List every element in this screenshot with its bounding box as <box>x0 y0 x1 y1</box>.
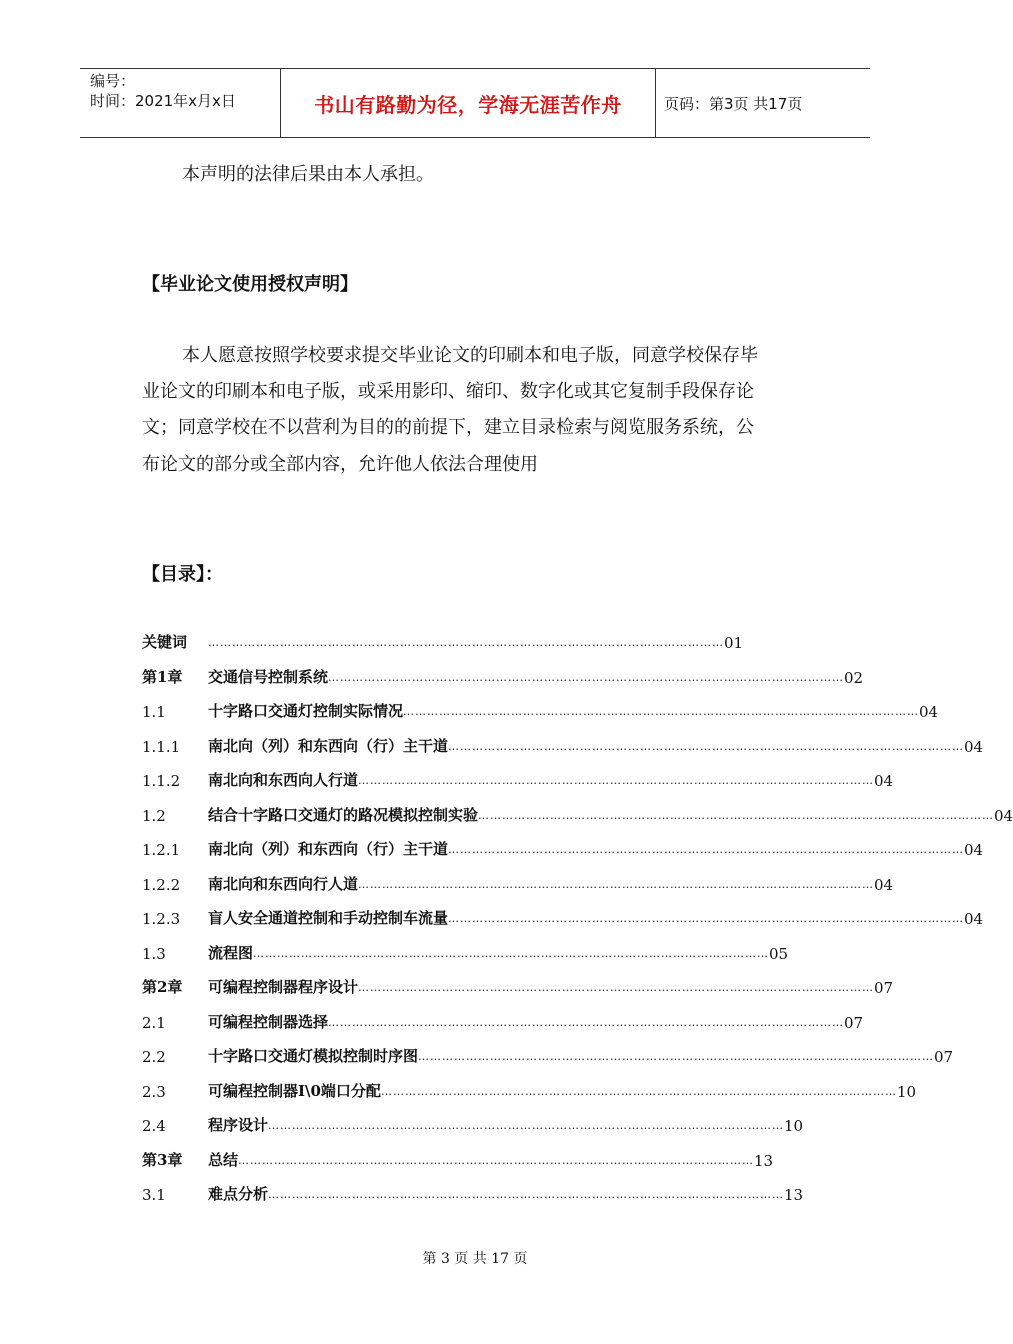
toc-entry-page: 04 <box>964 737 984 756</box>
toc-entry-number: 2.1 <box>142 1013 166 1032</box>
toc-entry-number: 1.1.2 <box>142 772 181 790</box>
toc-entry-title: 交通信号控制系统 <box>208 667 329 686</box>
toc-leader-dots: ………………………………………………………………………………………………………………… <box>253 946 770 960</box>
toc-entry[interactable] <box>142 665 864 687</box>
toc-entry-page: 04 <box>919 703 939 721</box>
authorization-heading: 【毕业论文使用授权声明】 <box>142 274 358 295</box>
toc-entry-page: 04 <box>964 841 984 859</box>
toc-entry[interactable] <box>142 975 894 997</box>
toc-entry-page: 13 <box>754 1151 774 1170</box>
toc-entry-title: 结合十字路口交通灯的路况模拟控制实验 <box>208 805 479 824</box>
toc-leader-dots: ………………………………………………………………………………………………………………… <box>478 808 995 822</box>
toc-entry[interactable] <box>142 1113 804 1135</box>
toc-entry[interactable] <box>142 630 744 652</box>
header-motto-cell <box>280 69 656 137</box>
toc-entry[interactable] <box>142 734 984 756</box>
toc-entry-title: 南北向和东西向行人道 <box>208 874 359 893</box>
toc-entry-page: 02 <box>844 668 864 687</box>
toc-leader-dots: ………………………………………………………………………………………………………………… <box>328 1015 845 1029</box>
toc-leader-dots: ………………………………………………………………………………………………………………… <box>358 877 875 891</box>
toc-entry-page: 01 <box>724 634 744 652</box>
toc-entry-number: 1.2 <box>142 806 166 825</box>
page-header <box>80 68 870 138</box>
auth-paragraph-line-4: 布论文的部分或全部内容，允许他人依法合理使用 <box>142 454 538 475</box>
toc-heading: 【目录】： <box>142 564 223 585</box>
toc-entry-page: 04 <box>964 910 984 928</box>
toc-leader-dots: ………………………………………………………………………………………………………………… <box>403 705 920 718</box>
header-page-label: 页码：第3页 共17页 <box>664 94 803 113</box>
toc-entry-number: 关键词 <box>142 633 188 651</box>
toc-entry-number: 2.2 <box>142 1048 166 1066</box>
toc-entry-number: 2.4 <box>142 1117 166 1135</box>
toc-entry[interactable] <box>142 941 789 963</box>
toc-entry[interactable] <box>142 768 894 790</box>
toc-entry-title: 难点分析 <box>208 1185 269 1203</box>
toc-entry[interactable] <box>142 699 939 721</box>
toc-entry-title: 南北向（列）和东西向（行）主干道 <box>208 840 449 858</box>
toc-entry-title: 盲人安全通道控制和手动控制车流量 <box>208 909 449 927</box>
toc-entry-page: 10 <box>784 1117 804 1135</box>
toc-leader-dots: ………………………………………………………………………………………………………………… <box>418 1050 935 1063</box>
page-footer: 第 3 页 共 17 页 <box>422 1251 528 1267</box>
header-page-cell <box>654 69 870 137</box>
toc-entry-title: 可编程控制器程序设计 <box>208 978 359 996</box>
auth-paragraph-line-2: 业论文的印刷本和电子版，或采用影印、缩印、数字化或其它复制手段保存论 <box>142 381 754 402</box>
toc-entry[interactable] <box>142 906 984 928</box>
toc-entry-page: 13 <box>784 1186 804 1204</box>
toc-entry[interactable] <box>142 1079 917 1101</box>
toc-entry-title: 程序设计 <box>208 1116 269 1134</box>
toc-entry-number: 第1章 <box>142 667 183 686</box>
toc-leader-dots: ………………………………………………………………………………………………………………… <box>448 739 965 753</box>
toc-entry-page: 07 <box>844 1013 864 1032</box>
auth-paragraph-line-1: 本人愿意按照学校要求提交毕业论文的印刷本和电子版，同意学校保存毕 <box>182 345 758 366</box>
toc-entry[interactable] <box>142 872 894 894</box>
toc-entry-number: 1.1 <box>142 703 166 721</box>
toc-entry-number: 1.2.1 <box>142 841 181 859</box>
toc-leader-dots: ………………………………………………………………………………………………………………… <box>358 981 875 994</box>
toc-entry-page: 07 <box>874 979 894 997</box>
toc-entry-title: 南北向和东西向人行道 <box>208 771 359 789</box>
auth-paragraph-line-3: 文；同意学校在不以营利为目的的前提下，建立目录检索与阅览服务系统，公 <box>142 417 754 438</box>
toc-entry-number: 1.1.1 <box>142 737 181 756</box>
header-meta <box>80 69 280 137</box>
toc-entry-page: 10 <box>896 1082 917 1101</box>
toc-entry-title: 十字路口交通灯控制实际情况 <box>208 702 404 720</box>
toc-entry[interactable] <box>142 1182 804 1204</box>
document-number-label: 编号： <box>90 72 136 90</box>
toc-leader-dots: ………………………………………………………………………………………………………………… <box>328 670 845 684</box>
toc-entry-number: 第3章 <box>142 1150 183 1169</box>
toc-entry-page: 04 <box>874 875 894 894</box>
toc-leader-dots: ………………………………………………………………………………………………………………… <box>208 636 724 649</box>
toc-leader-dots: ………………………………………………………………………………………………………………… <box>448 912 965 925</box>
toc-entry-number: 2.3 <box>142 1082 166 1101</box>
toc-entry-page: 05 <box>769 944 789 963</box>
toc-entry-title: 总结 <box>208 1150 239 1169</box>
toc-leader-dots: ………………………………………………………………………………………………………………… <box>268 1188 785 1201</box>
toc-entry[interactable] <box>142 837 984 859</box>
toc-entry[interactable] <box>142 803 1013 825</box>
toc-entry[interactable] <box>142 1148 774 1170</box>
toc-entry-number: 3.1 <box>142 1186 166 1204</box>
toc-entry-title: 可编程控制器选择 <box>208 1012 329 1031</box>
toc-entry-title: 南北向（列）和东西向（行）主干道 <box>208 736 449 755</box>
toc-entry-page: 04 <box>994 806 1013 825</box>
statement-line: 本声明的法律后果由本人承担。 <box>182 164 434 185</box>
toc-leader-dots: ………………………………………………………………………………………………………………… <box>358 774 875 787</box>
toc-entry-page: 04 <box>874 772 894 790</box>
toc-entry-title: 流程图 <box>208 943 254 962</box>
toc-entry-page: 07 <box>934 1048 954 1066</box>
document-date-label: 时间：2021年x月x日 <box>90 92 236 110</box>
toc-leader-dots: ………………………………………………………………………………………………………………… <box>238 1153 755 1167</box>
toc-entry[interactable] <box>142 1044 954 1066</box>
toc-leader-dots: ………………………………………………………………………………………………………………… <box>448 843 965 856</box>
toc-entry[interactable] <box>142 1010 864 1032</box>
toc-entry-title: 十字路口交通灯模拟控制时序图 <box>208 1047 419 1065</box>
toc-entry-number: 第2章 <box>142 978 183 996</box>
toc-leader-dots: ………………………………………………………………………………………………………………… <box>380 1084 897 1098</box>
toc-entry-number: 1.3 <box>142 944 166 963</box>
toc-entry-number: 1.2.2 <box>142 875 181 894</box>
toc-entry-number: 1.2.3 <box>142 910 181 928</box>
toc-leader-dots: ………………………………………………………………………………………………………………… <box>268 1119 785 1132</box>
header-motto: 书山有路勤为径，学海无涯苦作舟 <box>314 92 622 117</box>
toc-entry-title: 可编程控制器I\0端口分配 <box>208 1081 381 1100</box>
